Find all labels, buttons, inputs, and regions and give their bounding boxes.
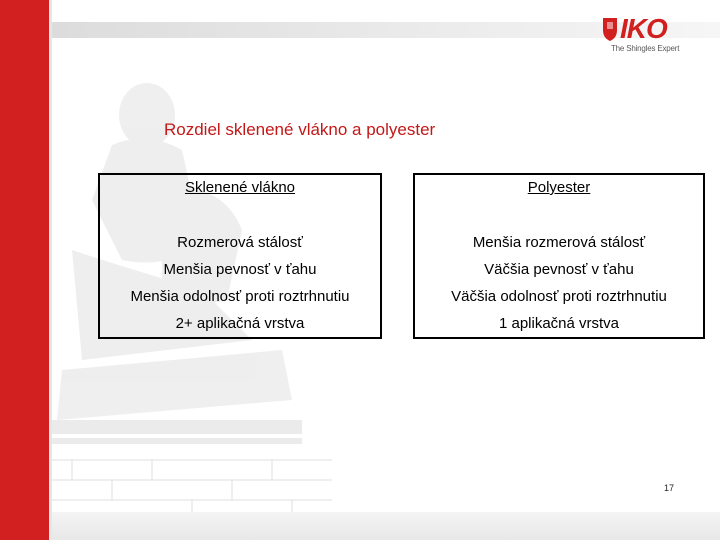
bottom-decorative-strip bbox=[52, 512, 720, 540]
polyester-column bbox=[413, 177, 705, 337]
fiberglass-column bbox=[98, 177, 382, 337]
logo-wordmark: IKO bbox=[620, 13, 667, 44]
list-item: Menšia odolnosť proti roztrhnutiu bbox=[130, 288, 350, 305]
list-item: Väčšia pevnosť v ťahu bbox=[484, 261, 634, 278]
list-item: Väčšia odolnosť proti roztrhnutiu bbox=[451, 288, 667, 305]
list-item: 2+ aplikačná vrstva bbox=[175, 315, 305, 332]
page-number: 17 bbox=[664, 483, 675, 493]
iko-logo bbox=[598, 13, 694, 61]
column-header: Sklenené vlákno bbox=[184, 179, 296, 196]
red-side-bar bbox=[0, 0, 49, 540]
property-list bbox=[98, 229, 382, 337]
list-item: Menšia rozmerová stálosť bbox=[472, 234, 646, 251]
column-header: Polyester bbox=[527, 179, 591, 196]
list-item: 1 aplikačná vrstva bbox=[498, 315, 620, 332]
slide-title: Rozdiel sklenené vlákno a polyester bbox=[164, 120, 436, 139]
list-item: Menšia pevnosť v ťahu bbox=[163, 261, 317, 278]
crest-icon bbox=[600, 16, 620, 42]
logo-tagline: The Shingles Expert bbox=[611, 44, 680, 53]
list-item: Rozmerová stálosť bbox=[177, 234, 303, 251]
property-list bbox=[413, 229, 705, 337]
